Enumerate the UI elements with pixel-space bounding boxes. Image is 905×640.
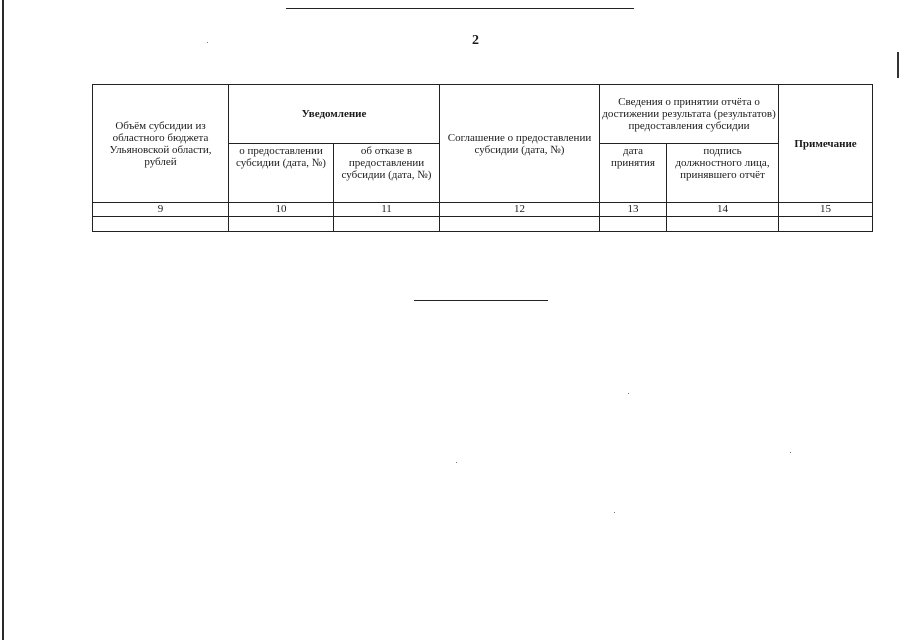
scan-speck	[456, 462, 457, 463]
table-row	[93, 217, 873, 232]
header-acceptance-date: дата принятия	[600, 144, 667, 203]
bottom-rule	[414, 300, 548, 301]
table-cell	[229, 217, 334, 232]
scan-speck	[207, 42, 208, 43]
column-number: 14	[667, 203, 779, 217]
table-cell	[93, 217, 229, 232]
scan-speck	[628, 393, 629, 394]
column-number: 9	[93, 203, 229, 217]
table-cell	[779, 217, 873, 232]
column-number: 15	[779, 203, 873, 217]
scan-speck	[790, 452, 791, 453]
header-notif-refusal: об отказе в предоставлении субсидии (дата, №)	[334, 144, 440, 203]
header-official-signature: подпись должностного лица, принявшего отчёт	[667, 144, 779, 203]
column-number: 11	[334, 203, 440, 217]
table-cell	[334, 217, 440, 232]
page-number: 2	[472, 33, 479, 48]
scan-left-edge	[2, 0, 4, 640]
header-subsidy-volume: Объём субсидии из областного бюджета Ульяновской области, рублей	[93, 85, 229, 203]
header-report-info: Сведения о принятии отчёта о достижении результата (результатов) предоставления субсидии	[600, 85, 779, 144]
header-note: Примечание	[779, 85, 873, 203]
table-cell	[440, 217, 600, 232]
column-number-row	[93, 203, 873, 217]
column-number: 13	[600, 203, 667, 217]
header-notification: Уведомление	[229, 85, 440, 144]
header-agreement: Соглашение о предоставлении субсидии (дата, №)	[440, 85, 600, 203]
table-cell	[600, 217, 667, 232]
scan-speck	[614, 512, 615, 513]
scan-right-mark	[897, 52, 899, 78]
header-notif-granting: о предоставлении субсидии (дата, №)	[229, 144, 334, 203]
table-cell	[667, 217, 779, 232]
column-number: 10	[229, 203, 334, 217]
top-rule	[286, 8, 634, 9]
column-number: 12	[440, 203, 600, 217]
subsidy-report-table	[92, 84, 873, 232]
